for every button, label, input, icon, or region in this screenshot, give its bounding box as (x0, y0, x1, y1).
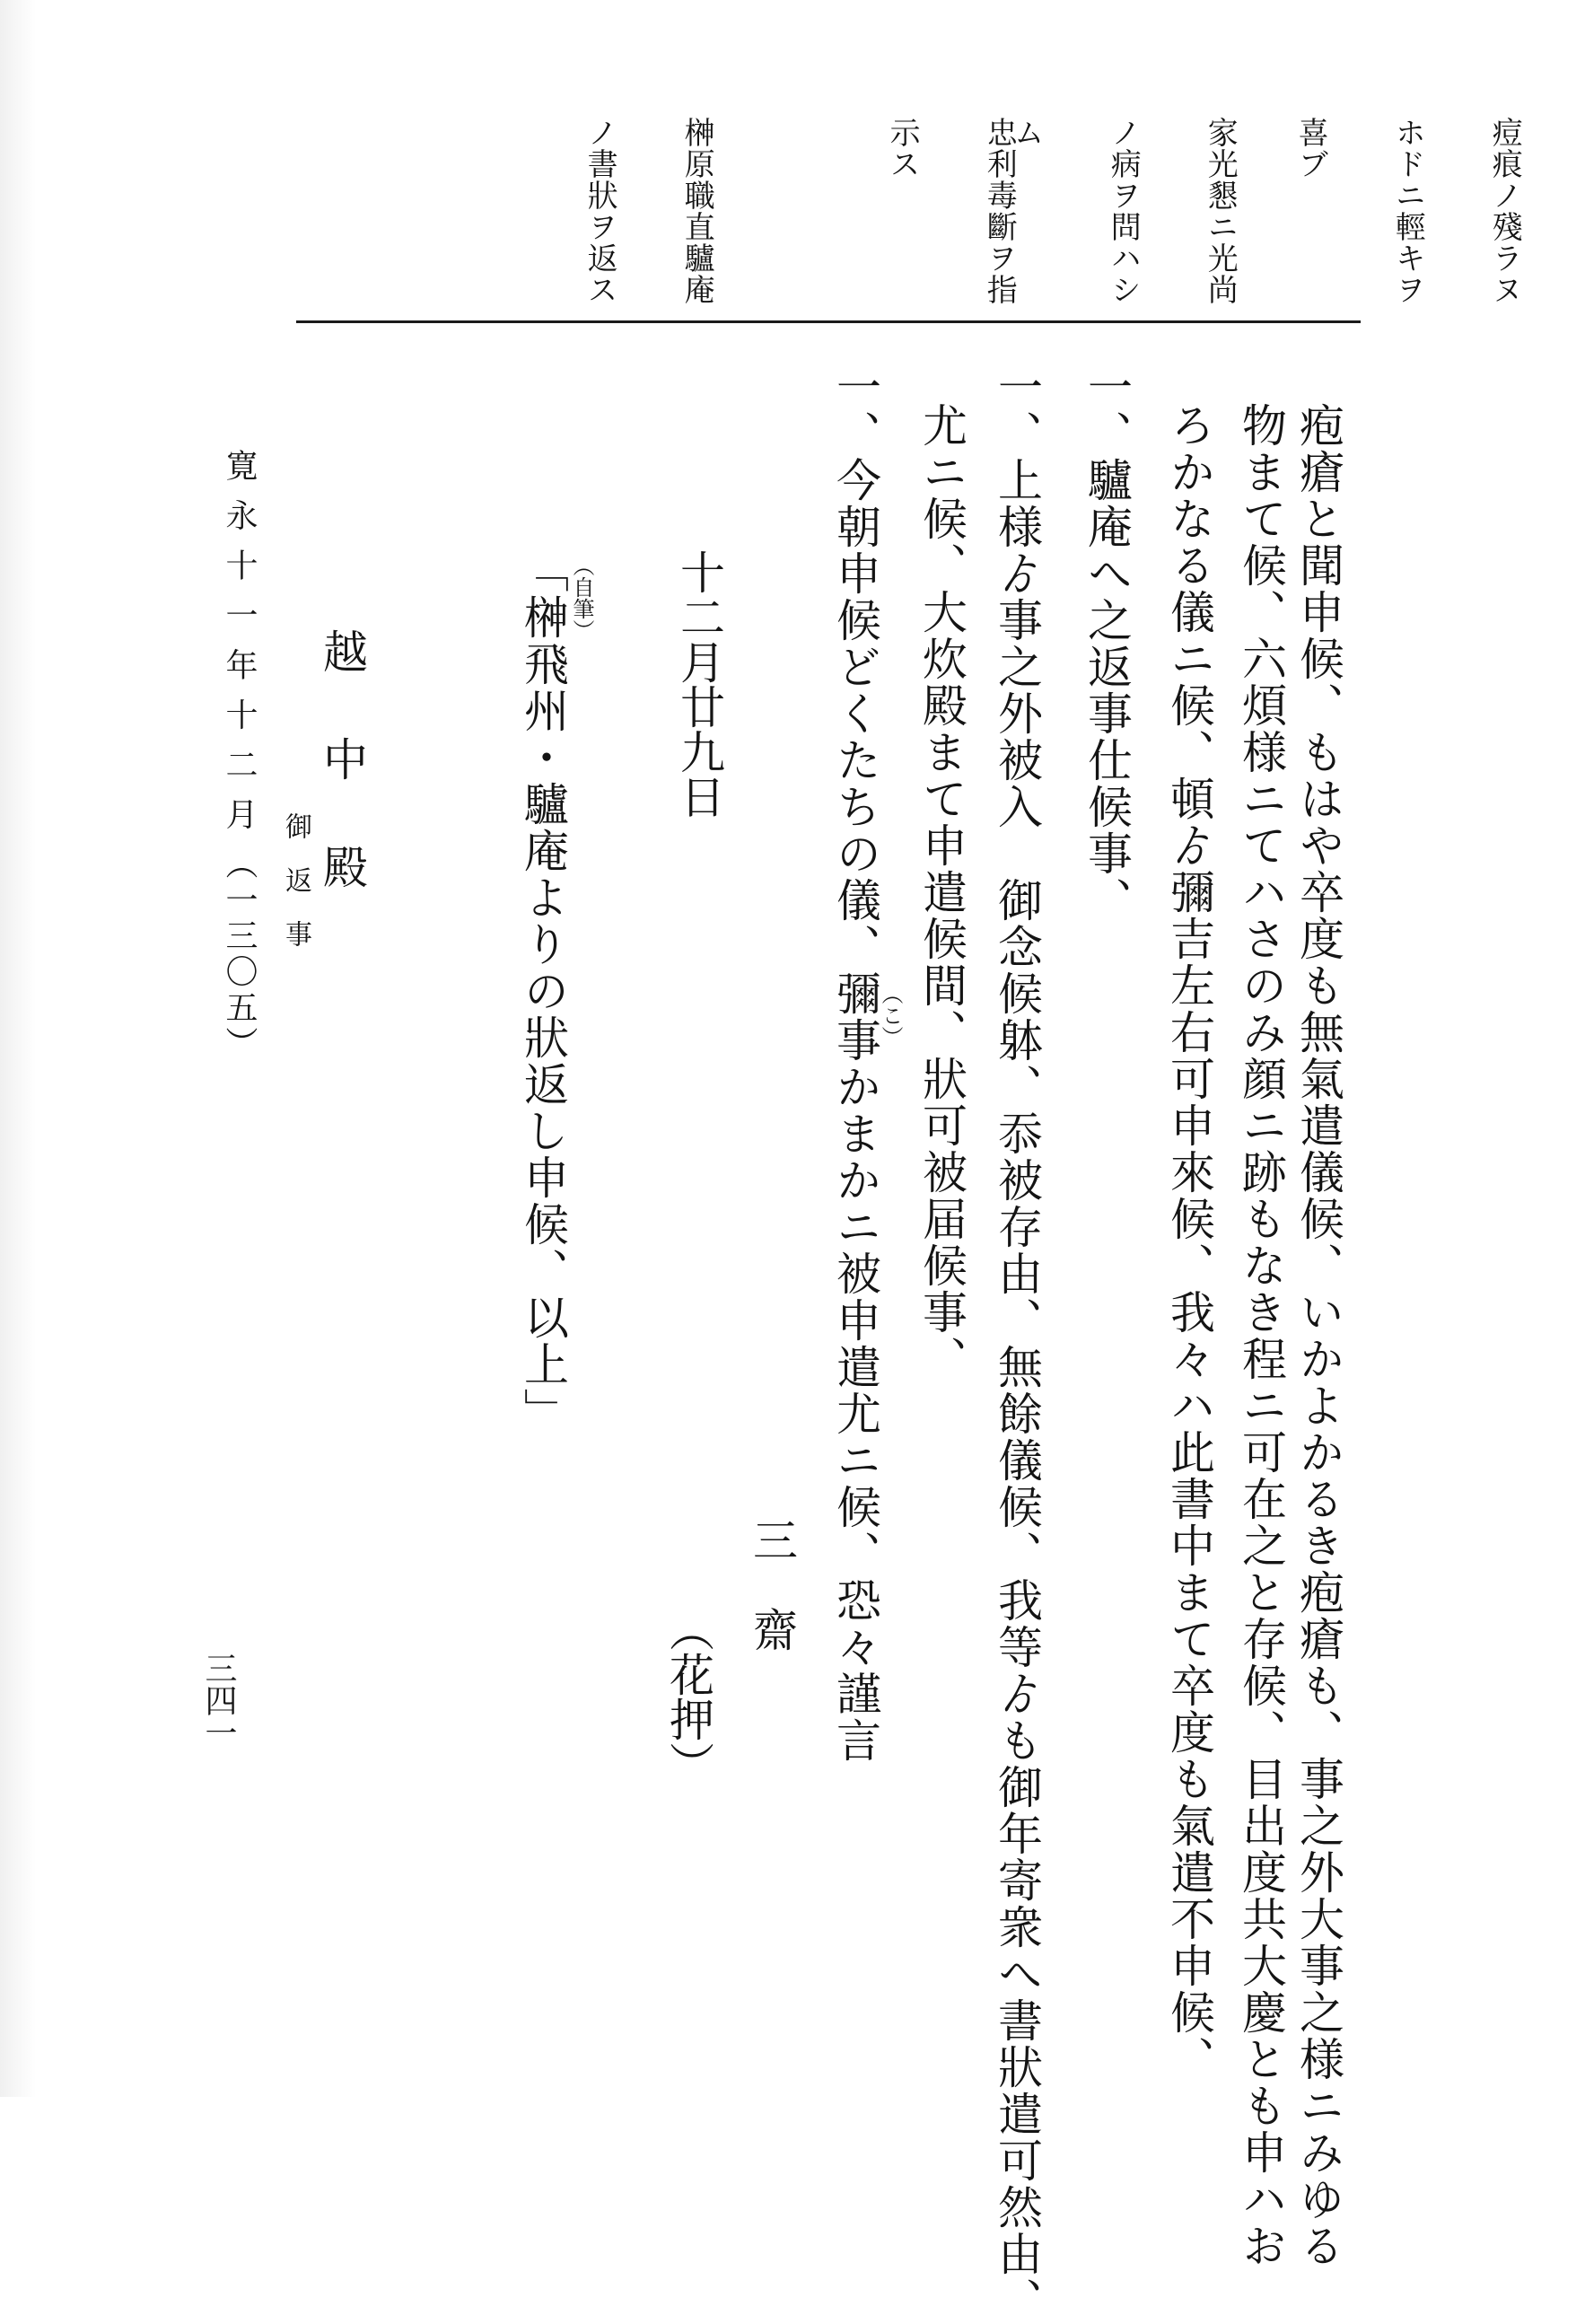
margin-note-line: ノ病ヲ問ハシ (1105, 117, 1142, 305)
body-line-7: 一、今朝申候どくたちの儀、彌事かまかニ被申遣尤ニ候、恐々謹言 (829, 364, 881, 1764)
seal-mark: （花押） (662, 1607, 714, 1786)
annotation-label: （自筆） (569, 555, 594, 641)
date-line: 寛 永 十 一 年 十 二 月 （一三〇五） (221, 449, 258, 1063)
body-line-6: 尤ニ候、大炊殿まて申遣候間、狀可被届候事、 (915, 402, 968, 1382)
headnote-divider (296, 320, 1361, 323)
sender-name: 三 齋 (746, 1517, 798, 1652)
body-line-3: ろかなる儀ニ候、頓ゟ彌吉左右可申來候、我々ハ此書中まて卒度も氣遣不申候、 (1163, 402, 1215, 2083)
recipient-name: 越 中 殿 (316, 628, 368, 898)
margin-note-line: ム (1008, 117, 1045, 148)
margin-note-line: 痘痕ノ殘ラヌ (1486, 117, 1523, 305)
margin-note-line: 示ス (884, 117, 921, 180)
annotation-text: 「榊飛州・驢庵よりの狀返し申候、以上」 (517, 548, 569, 1434)
page-number: 三四一 (200, 1652, 237, 1749)
body-line-2: 物まて候、六煩様ニてハさのみ顔ニ跡もなき程ニ可在之と存候、目出度共大慶とも申ハお (1235, 402, 1287, 2269)
margin-note-sakakibara (519, 117, 777, 305)
margin-note-line: 榊原職直驢庵 (679, 117, 715, 305)
letter-date: 十二月廿九日 (673, 549, 725, 819)
ruby-ko: （こ） (878, 983, 903, 1048)
body-line-5: 一、上様ゟ事之外被入 御念候躰、忝被存由、無餘儀候、我等ゟも御年寄衆へ書狀遣可然由、 (991, 364, 1043, 2324)
body-line-1: 疱瘡と聞申候、もはや卒度も無氣遣儀候、いかよかるき疱瘡も、事之外大事之様ニみゆる (1292, 402, 1344, 2269)
reply-label: 御 返 事 (280, 812, 311, 947)
scan-edge (0, 0, 36, 2097)
margin-note-line: ホドニ輕キヲ (1389, 117, 1426, 305)
margin-note-line: 喜ブ (1292, 117, 1329, 180)
margin-note-line: 忠利毒斷ヲ指 (981, 117, 1018, 305)
margin-note-tadatoshi (821, 117, 1080, 305)
margin-note-line: 家光懇ニ光尚 (1202, 117, 1239, 305)
margin-note-line: ノ書狀ヲ返ス (582, 117, 618, 305)
body-line-4: 一、驢庵へ之返事仕候事、 (1081, 364, 1133, 924)
